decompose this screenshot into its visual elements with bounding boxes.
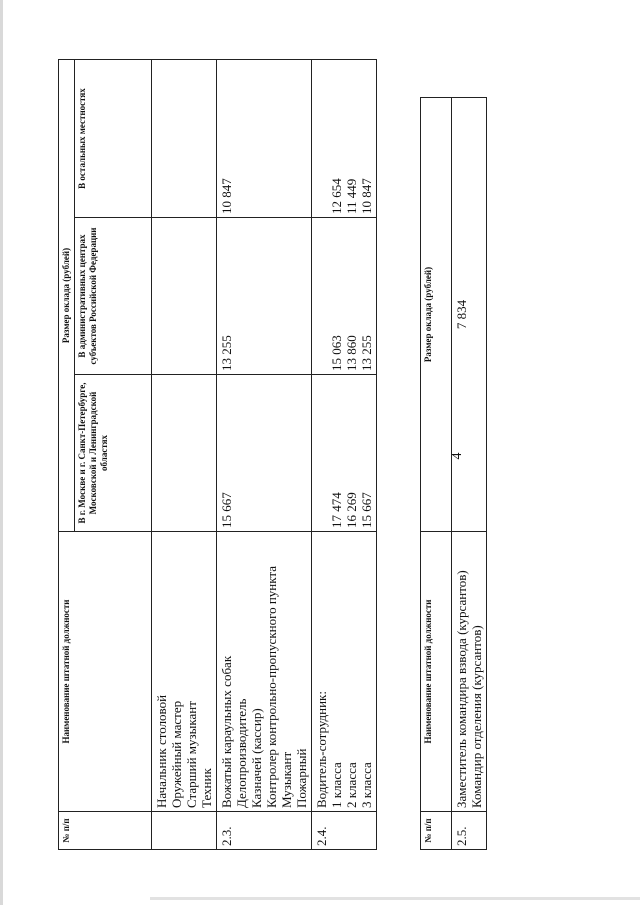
position-names-line: Оружейный мастер [169, 700, 184, 808]
table-header-row [59, 60, 75, 850]
position-names-line: Казначей (кассир) [249, 708, 264, 808]
salary-moscow-line: 15 667 [219, 492, 234, 528]
position-names [217, 532, 312, 812]
position-names-line: Заместитель командира взвода (курсантов) [454, 570, 469, 808]
salary-admin-centers [152, 218, 217, 375]
page-edge [0, 0, 3, 905]
salary-other-line [314, 63, 329, 214]
table-row [312, 60, 377, 850]
cadet-salary-table-body [452, 98, 487, 850]
salary-other [152, 60, 217, 218]
salary-other-line: 11 449 [344, 178, 359, 214]
row-number: 2.5. [452, 812, 487, 850]
position-names-line: Контролер контрольно-пропускного пункта [264, 565, 279, 808]
row-number: 2.3. [217, 812, 312, 850]
table2-header-salary: Размер оклада (рублей) [421, 98, 452, 532]
salary-value: 7 834 [452, 98, 487, 532]
salary-other-line: 12 654 [329, 178, 344, 214]
table-row [452, 98, 487, 850]
salary-other-line: 10 847 [219, 178, 234, 214]
position-names-line: 3 класса [359, 762, 374, 808]
table2-header-position: Наименование штатной должности [421, 532, 452, 812]
salary-other-line: 10 847 [359, 178, 374, 214]
salary-moscow-line [314, 378, 329, 528]
row-number: 2.4. [312, 812, 377, 850]
table-row [217, 60, 312, 850]
salary-moscow-line: 16 269 [344, 492, 359, 528]
table-row [152, 60, 217, 850]
position-names-line: Музыкант [279, 751, 294, 808]
position-names-line: 1 класса [329, 762, 344, 808]
position-names-line: Вожатый караульных собак [219, 655, 234, 808]
position-names-line: Пожарный [294, 748, 309, 808]
salary-moscow [217, 375, 312, 532]
position-names-line: Водитель-сотрудник: [314, 691, 329, 808]
salary-admin-centers-line [314, 221, 329, 371]
salary-moscow-line [154, 378, 169, 528]
position-names-line: Начальник столовой [154, 694, 169, 808]
position-names [152, 532, 217, 812]
salary-admin-centers [217, 218, 312, 375]
salary-moscow [152, 375, 217, 532]
position-names [452, 532, 487, 812]
position-names-line: 2 класса [344, 762, 359, 808]
salary-moscow-line: 17 474 [329, 492, 344, 528]
cadet-salary-table [420, 97, 487, 850]
salary-admin-centers-line: 13 255 [359, 335, 374, 371]
salary-moscow-line: 15 667 [359, 492, 374, 528]
salary-table-body [152, 60, 377, 850]
salary-admin-centers-line: 13 255 [219, 335, 234, 371]
salary-other [217, 60, 312, 218]
salary-admin-centers-line: 13 860 [344, 335, 359, 371]
position-names-line: Старший музыкант [184, 701, 199, 808]
header-position: Наименование штатной должности [59, 532, 152, 812]
header-no: № п/п [59, 812, 152, 850]
table2-header-no: № п/п [421, 812, 452, 850]
position-names [312, 532, 377, 812]
salary-other [312, 60, 377, 218]
salary-admin-centers-line: 15 063 [329, 335, 344, 371]
salary-admin-centers [312, 218, 377, 375]
header-moscow: В г. Москве и г. Санкт-Петербурге, Московской и Ленинградской областях [75, 375, 152, 532]
header-other: В остальных местностях [75, 60, 152, 218]
table2-header-row [421, 98, 452, 850]
row-number [152, 812, 217, 850]
page-number: 4 [450, 452, 465, 460]
page-bottom-edge [150, 897, 640, 900]
position-names-line: Делопроизводитель [234, 698, 249, 808]
salary-other-line [154, 63, 169, 214]
rotated-content [58, 50, 484, 850]
salary-admin-centers-line [154, 221, 169, 371]
header-salary: Размер оклада (рублей) [59, 60, 75, 532]
header-admin-centers: В административных центрах субъектов Российской Федерации [75, 218, 152, 375]
position-names-line: Техник [199, 768, 214, 808]
salary-moscow [312, 375, 377, 532]
salary-table [58, 59, 377, 850]
position-names-line: Командир отделения (курсантов) [469, 625, 484, 808]
